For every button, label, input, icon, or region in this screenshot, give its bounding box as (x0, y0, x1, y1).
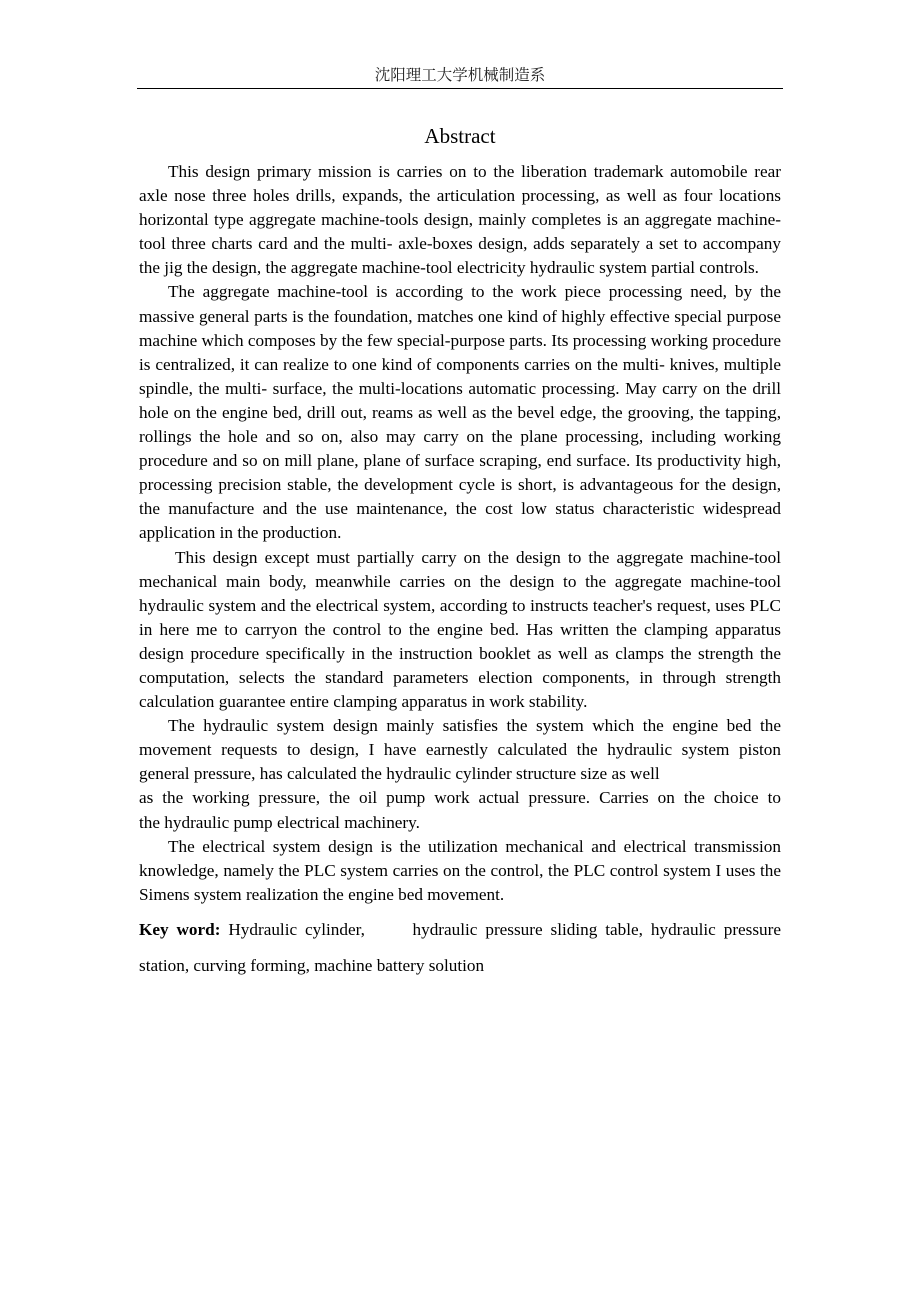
paragraph-2: The aggregate machine-tool is according to the work piece processing need, by the massive general parts is the foundation, matches one kind of highly effective special purpose machine which composes by the few special-purpose parts. Its processing working procedure is centralized, it can realize to one kind of components carries on the multi- knives, multiple spindle, the multi- surface, the multi-locations automatic processing. May carry on the drill hole on the engine bed, drill out, reams as well as the bevel edge, the grooving, the tapping, rollings the hole and so on, also may carry on the plane processing, including working procedure and so on mill plane, plane of surface scraping, end surface. Its productivity high, processing precision stable, the development cycle is short, is advantageous for the design, the manufacture and the use maintenance, the cost low status characteristic widespread application in the production. (139, 282, 781, 543)
paragraph-4-line-3: general pressure, has calculated the hydraulic cylinder structure size as well (139, 764, 660, 784)
header-rule (137, 88, 783, 89)
paragraph-4 (139, 714, 781, 834)
paragraph-4-line-2: movement requests to design, I have earnestly calculated the hydraulic system piston (139, 740, 781, 760)
paragraph-1: This design primary mission is carries on to the liberation trademark automobile rear axle nose three holes drills, expands, the articulation processing, as well as four locations horizontal type aggregate machine-tools design, mainly completes is an aggregate machine-tool three charts card and the multi- axle-boxes design, adds separately a set to accompany the jig the design, the aggregate machine-tool electricity hydraulic system partial controls. (139, 162, 781, 278)
abstract-body (139, 160, 786, 984)
keywords-label: Key word: (139, 919, 221, 939)
paragraph-5: The electrical system design is the utilization mechanical and electrical transmission knowledge, namely the PLC system carries on the control, the PLC control system I uses the Simens system realization the engine bed movement. (139, 836, 781, 904)
paragraph-4-line-5: the hydraulic pump electrical machinery. (139, 812, 420, 832)
abstract-title: Abstract (424, 124, 496, 148)
paragraph-4-line-4: as the working pressure, the oil pump work actual pressure. Carries on the choice to (139, 788, 781, 808)
keywords-text: Hydraulic cylinder, hydraulic pressure sliding table, hydraulic pressure station, curving forming, machine battery solution (139, 919, 786, 975)
paragraph-4-line-1: The hydraulic system design mainly satisfies the system which the engine bed the (168, 716, 781, 736)
keywords (139, 912, 786, 984)
paragraph-3: This design except must partially carry on the design to the aggregate machine-tool mechanical main body, meanwhile carries on the design to the aggregate machine-tool hydraulic system and the electrical system, according to instructs teacher's request, uses PLC in here me to carryon the control to the engine bed. Has written the clamping apparatus design procedure specifically in the instruction booklet as well as clamps the strength the computation, selects the standard parameters election components, in through strength calculation guarantee entire clamping apparatus in work stability. (139, 547, 781, 712)
page-header: 沈阳理工大学机械制造系 (374, 67, 546, 84)
